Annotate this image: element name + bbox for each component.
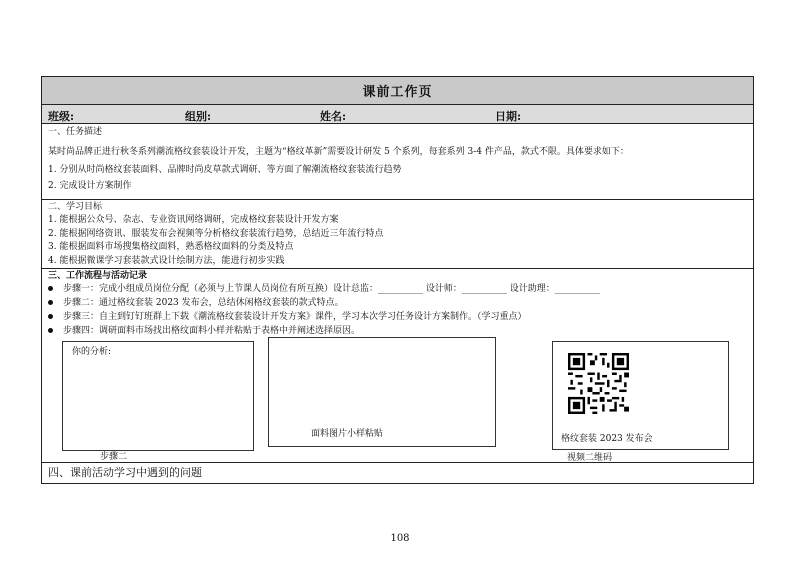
- task-description-section: [42, 124, 753, 200]
- step-3-text: 步骤三：自主到钉钉班群上下载《潮流格纹套装设计开发方案》课件，学习本次学习任务设计方案制作。（学习重点）: [63, 312, 527, 322]
- analysis-box[interactable]: [62, 341, 254, 451]
- goal-item-1: 1. 能根据公众号、杂志、专业资讯网络调研，完成格纹套装设计开发方案: [48, 215, 339, 225]
- worksheet-title: 课前工作页: [42, 77, 753, 105]
- qr-code-box: [552, 341, 729, 450]
- step-1-text: 步骤一：完成小组成员岗位分配（必须与上节课人员岗位有所互换）设计总监：__________ 设计师：__________ 设计助理：__________: [63, 284, 600, 294]
- qr-code-icon[interactable]: [568, 353, 629, 414]
- name-label: 姓名:: [320, 110, 347, 123]
- step-1: [48, 282, 600, 296]
- fabric-sample-box[interactable]: [268, 337, 496, 447]
- class-label: 班级:: [48, 110, 75, 123]
- goal-item-4: 4. 能根据微课学习套装款式设计绘制方法，能进行初步实践: [48, 256, 285, 266]
- step-2-text: 步骤二：通过格纹套装 2023 发布会，总结休闲格纹套装的款式特点。: [63, 298, 344, 308]
- step-2: [48, 296, 344, 310]
- bullet-icon: [48, 328, 53, 333]
- fabric-sample-label: 面料图片小样粘贴: [311, 429, 384, 439]
- task-item-2: 2. 完成设计方案制作: [48, 181, 132, 191]
- task-item-1: 1. 分别从时尚格纹套装面料、品牌时尚皮草款式调研、等方面了解潮流格纹套装流行趋势: [48, 165, 402, 175]
- worksheet-table: [41, 76, 754, 484]
- date-label: 日期:: [495, 110, 522, 123]
- workflow-section: [42, 269, 753, 463]
- goal-item-3: 3. 能根据面料市场搜集格纹面料，熟悉格纹面料的分类及特点: [48, 242, 294, 252]
- group-label: 组别:: [185, 110, 212, 123]
- goal-item-2: 2. 能根据网络资讯、服装发布会视频等分析格纹套装流行趋势，总结近三年流行特点: [48, 229, 384, 239]
- problems-section: [42, 463, 753, 484]
- analysis-label: 你的分析:: [72, 347, 112, 357]
- section3-heading: 三、工作流程与活动记录: [48, 271, 148, 281]
- section1-heading: 一、任务描述: [48, 127, 103, 137]
- section4-heading: 四、课前活动学习中遇到的问题: [48, 466, 202, 479]
- bullet-icon: [48, 286, 53, 291]
- task-description-text: 某时尚品牌正进行秋冬系列潮流格纹套装设计开发，主题为“格纹革新”需要设计研发 5 个系列，每套系列 3-4 件产品，款式不限。具体要求如下：: [48, 147, 629, 157]
- qr-caption: 视频二维码: [567, 453, 613, 463]
- analysis-caption: 步骤二: [100, 452, 128, 462]
- info-row: [42, 105, 753, 124]
- qr-box-label: 格纹套装 2023 发布会: [561, 434, 653, 444]
- step-4: [48, 324, 360, 338]
- page-number: 108: [390, 533, 410, 544]
- bullet-icon: [48, 300, 53, 305]
- learning-goals-section: [42, 200, 753, 269]
- step-4-text: 步骤四：调研面料市场找出格纹面料小样并粘贴于表格中并阐述选择原因。: [63, 326, 361, 336]
- bullet-icon: [48, 314, 53, 319]
- step-3: [48, 310, 527, 324]
- section2-heading: 二、学习目标: [48, 202, 103, 212]
